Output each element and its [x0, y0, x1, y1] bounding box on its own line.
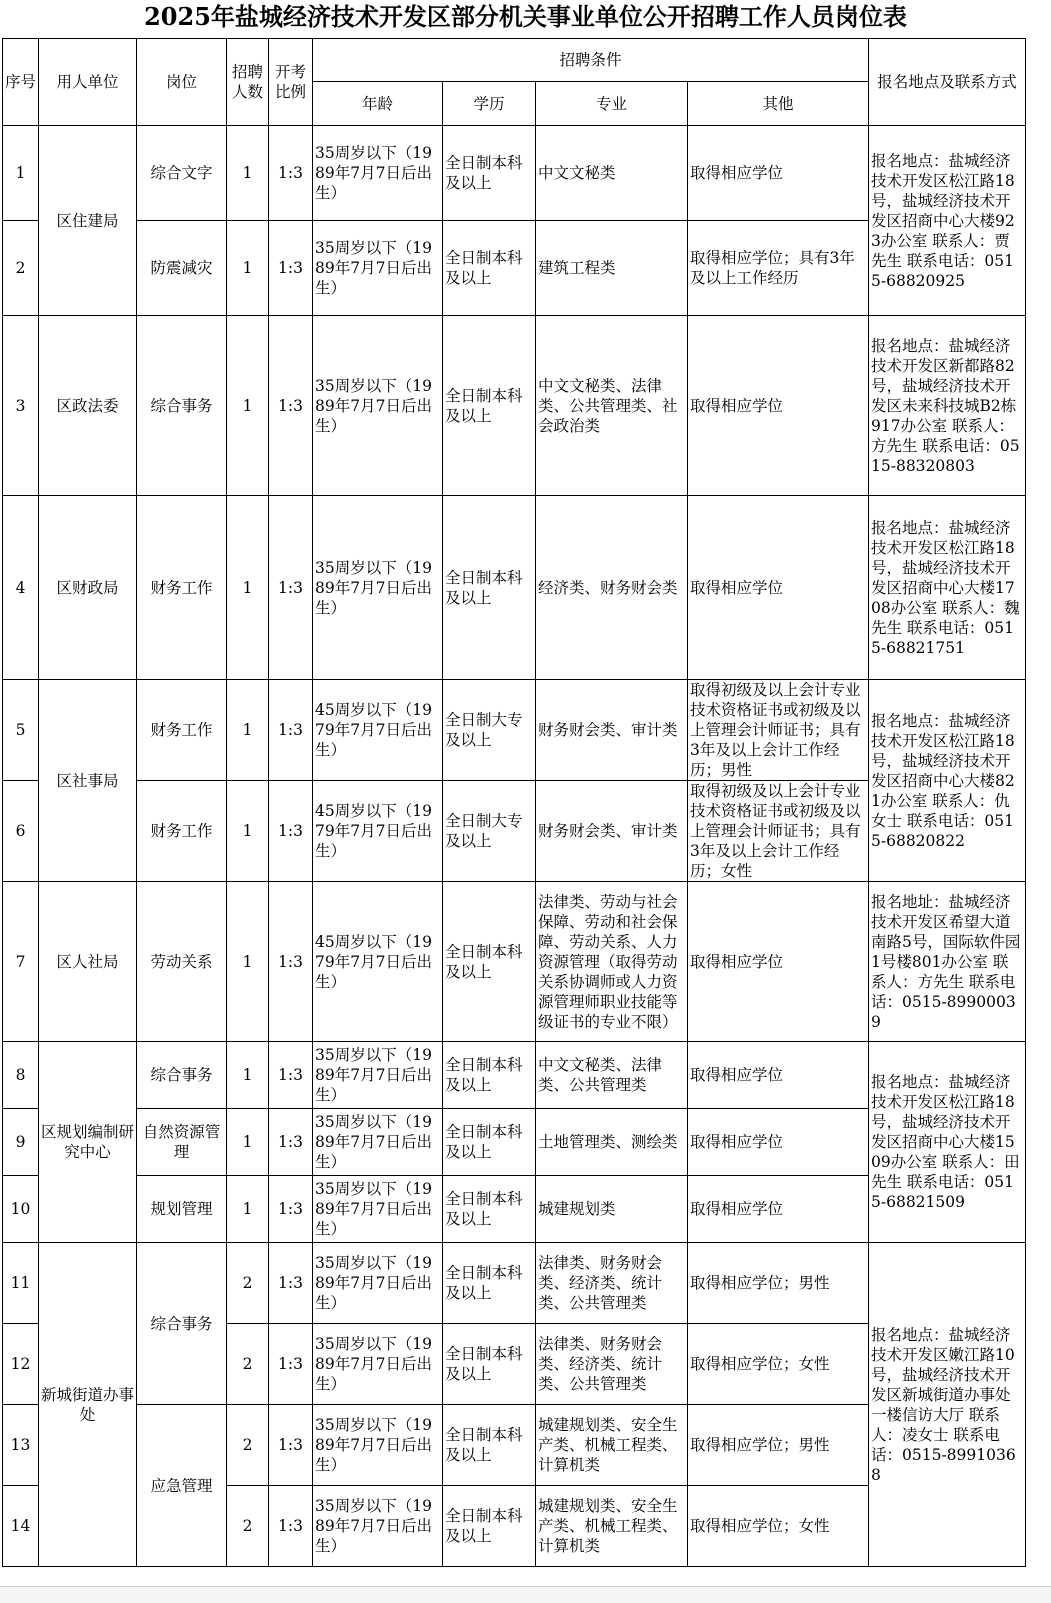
cell-age: 35周岁以下（1989年7月7日后出生）	[313, 496, 443, 680]
cell-edu: 全日制本科及以上	[443, 316, 536, 496]
cell-ratio: 1:3	[269, 1109, 313, 1176]
cell-other: 取得相应学位	[688, 1176, 869, 1243]
cell-seq: 6	[3, 781, 39, 882]
cell-count: 1	[227, 1176, 269, 1243]
cell-edu: 全日制大专及以上	[443, 680, 536, 781]
cell-edu: 全日制本科及以上	[443, 1324, 536, 1405]
cell-contact: 报名地点：盐城经济技术开发区松江路18号，盐城经济技术开发区招商中心大楼821办公室 联系人：仇女士 联系电话：0515-68820822	[869, 680, 1026, 882]
cell-other: 取得相应学位	[688, 316, 869, 496]
cell-other: 取得相应学位	[688, 1042, 869, 1109]
cell-major: 城建规划类	[536, 1176, 688, 1243]
cell-unit: 区政法委	[39, 316, 137, 496]
header-contact: 报名地点及联系方式	[869, 39, 1026, 126]
cell-post: 综合事务	[137, 316, 227, 496]
cell-major: 中文文秘类、法律类、公共管理类、社会政治类	[536, 316, 688, 496]
cell-ratio: 1:3	[269, 221, 313, 316]
cell-edu: 全日制大专及以上	[443, 781, 536, 882]
table-row	[3, 316, 1026, 496]
cell-post: 自然资源管理	[137, 1109, 227, 1176]
cell-count: 1	[227, 126, 269, 221]
cell-other: 取得初级及以上会计专业技术资格证书或初级及以上管理会计师证书；具有3年及以上会计工作经历；女性	[688, 781, 869, 882]
cell-unit: 区社事局	[39, 680, 137, 882]
cell-age: 35周岁以下（1989年7月7日后出生）	[313, 221, 443, 316]
cell-post: 劳动关系	[137, 882, 227, 1042]
cell-seq: 13	[3, 1405, 39, 1486]
cell-age: 45周岁以下（1979年7月7日后出生）	[313, 781, 443, 882]
cell-ratio: 1:3	[269, 126, 313, 221]
cell-count: 1	[227, 680, 269, 781]
cell-other: 取得相应学位	[688, 496, 869, 680]
cell-edu: 全日制本科及以上	[443, 1176, 536, 1243]
cell-contact: 报名地址：盐城经济技术开发区希望大道南路5号，国际软件园1号楼801办公室 联系人：方先生 联系电话：0515-89900039	[869, 882, 1026, 1042]
cell-ratio: 1:3	[269, 1243, 313, 1324]
cell-other: 取得相应学位；女性	[688, 1486, 869, 1567]
header-post: 岗位	[137, 39, 227, 126]
cell-seq: 8	[3, 1042, 39, 1109]
cell-seq: 7	[3, 882, 39, 1042]
cell-count: 1	[227, 1109, 269, 1176]
cell-major: 财务财会类、审计类	[536, 680, 688, 781]
cell-unit: 区财政局	[39, 496, 137, 680]
cell-age: 35周岁以下（1989年7月7日后出生）	[313, 316, 443, 496]
recruitment-table	[2, 38, 1026, 1567]
cell-other: 取得初级及以上会计专业技术资格证书或初级及以上管理会计师证书；具有3年及以上会计工作经历；男性	[688, 680, 869, 781]
cell-unit: 新城街道办事处	[39, 1243, 137, 1567]
cell-age: 35周岁以下（1989年7月7日后出生）	[313, 1042, 443, 1109]
cell-major: 城建规划类、安全生产类、机械工程类、计算机类	[536, 1486, 688, 1567]
cell-seq: 4	[3, 496, 39, 680]
cell-age: 35周岁以下（1989年7月7日后出生）	[313, 1486, 443, 1567]
page-bottom-edge	[0, 1586, 1051, 1603]
cell-seq: 5	[3, 680, 39, 781]
cell-major: 中文文秘类	[536, 126, 688, 221]
cell-ratio: 1:3	[269, 496, 313, 680]
cell-edu: 全日制本科及以上	[443, 1243, 536, 1324]
cell-other: 取得相应学位	[688, 882, 869, 1042]
cell-other: 取得相应学位；具有3年及以上工作经历	[688, 221, 869, 316]
cell-age: 35周岁以下（1989年7月7日后出生）	[313, 1176, 443, 1243]
cell-other: 取得相应学位	[688, 126, 869, 221]
table-row	[3, 1243, 1026, 1324]
cell-seq: 11	[3, 1243, 39, 1324]
cell-edu: 全日制本科及以上	[443, 1405, 536, 1486]
cell-post: 应急管理	[137, 1405, 227, 1567]
table-row	[3, 496, 1026, 680]
cell-seq: 10	[3, 1176, 39, 1243]
cell-major: 中文文秘类、法律类、公共管理类	[536, 1042, 688, 1109]
cell-count: 2	[227, 1243, 269, 1324]
cell-contact: 报名地点：盐城经济技术开发区新都路82号，盐城经济技术开发区未来科技城B2栋917办公室 联系人：方先生 联系电话：0515-88320803	[869, 316, 1026, 496]
cell-post: 综合文字	[137, 126, 227, 221]
cell-count: 1	[227, 496, 269, 680]
cell-major: 城建规划类、安全生产类、机械工程类、计算机类	[536, 1405, 688, 1486]
cell-major: 法律类、财务财会类、经济类、统计类、公共管理类	[536, 1243, 688, 1324]
header-age: 年龄	[313, 82, 443, 126]
cell-contact: 报名地点：盐城经济技术开发区松江路18号，盐城经济技术开发区招商中心大楼923办公室 联系人：贾先生 联系电话：0515-68820925	[869, 126, 1026, 316]
cell-count: 1	[227, 882, 269, 1042]
cell-major: 经济类、财务财会类	[536, 496, 688, 680]
cell-seq: 12	[3, 1324, 39, 1405]
cell-major: 法律类、劳动与社会保障、劳动和社会保障、劳动关系、人力资源管理（取得劳动关系协调师或人力资源管理师职业技能等级证书的专业不限）	[536, 882, 688, 1042]
cell-contact: 报名地点：盐城经济技术开发区松江路18号，盐城经济技术开发区招商中心大楼1708办公室 联系人：魏先生 联系电话：0515-68821751	[869, 496, 1026, 680]
cell-other: 取得相应学位	[688, 1109, 869, 1176]
cell-seq: 3	[3, 316, 39, 496]
cell-contact: 报名地点：盐城经济技术开发区嫩江路10号，盐城经济技术开发区新城街道办事处一楼信访大厅 联系人：凌女士 联系电话：0515-89910368	[869, 1243, 1026, 1567]
header-seq: 序号	[3, 39, 39, 126]
cell-edu: 全日制本科及以上	[443, 496, 536, 680]
table-row	[3, 1042, 1026, 1109]
cell-unit: 区人社局	[39, 882, 137, 1042]
cell-unit: 区住建局	[39, 126, 137, 316]
cell-ratio: 1:3	[269, 680, 313, 781]
cell-age: 35周岁以下（1989年7月7日后出生）	[313, 1324, 443, 1405]
cell-count: 1	[227, 781, 269, 882]
cell-ratio: 1:3	[269, 1042, 313, 1109]
header-edu: 学历	[443, 82, 536, 126]
cell-edu: 全日制本科及以上	[443, 1486, 536, 1567]
cell-edu: 全日制本科及以上	[443, 1042, 536, 1109]
cell-post: 综合事务	[137, 1042, 227, 1109]
cell-age: 45周岁以下（1979年7月7日后出生）	[313, 680, 443, 781]
cell-age: 35周岁以下（1989年7月7日后出生）	[313, 1243, 443, 1324]
table-row	[3, 882, 1026, 1042]
cell-seq: 2	[3, 221, 39, 316]
cell-seq: 14	[3, 1486, 39, 1567]
header-major: 专业	[536, 82, 688, 126]
cell-edu: 全日制本科及以上	[443, 1109, 536, 1176]
cell-post: 财务工作	[137, 680, 227, 781]
page-title: 2025年盐城经济技术开发区部分机关事业单位公开招聘工作人员岗位表	[144, 2, 907, 31]
cell-major: 土地管理类、测绘类	[536, 1109, 688, 1176]
cell-contact: 报名地点：盐城经济技术开发区松江路18号，盐城经济技术开发区招商中心大楼1509办公室 联系人：田先生 联系电话：0515-68821509	[869, 1042, 1026, 1243]
cell-count: 1	[227, 1042, 269, 1109]
cell-post: 财务工作	[137, 781, 227, 882]
cell-count: 1	[227, 221, 269, 316]
header-conditions: 招聘条件	[313, 39, 869, 82]
cell-major: 建筑工程类	[536, 221, 688, 316]
cell-major: 财务财会类、审计类	[536, 781, 688, 882]
cell-seq: 9	[3, 1109, 39, 1176]
cell-other: 取得相应学位；男性	[688, 1243, 869, 1324]
cell-post: 规划管理	[137, 1176, 227, 1243]
cell-ratio: 1:3	[269, 316, 313, 496]
cell-count: 2	[227, 1486, 269, 1567]
cell-edu: 全日制本科及以上	[443, 221, 536, 316]
header-count: 招聘人数	[227, 39, 269, 126]
cell-age: 35周岁以下（1989年7月7日后出生）	[313, 1405, 443, 1486]
table-row	[3, 126, 1026, 221]
cell-other: 取得相应学位；男性	[688, 1405, 869, 1486]
cell-other: 取得相应学位；女性	[688, 1324, 869, 1405]
cell-edu: 全日制本科及以上	[443, 126, 536, 221]
cell-count: 1	[227, 316, 269, 496]
table-row	[3, 680, 1026, 781]
cell-ratio: 1:3	[269, 1176, 313, 1243]
cell-seq: 1	[3, 126, 39, 221]
cell-unit: 区规划编制研究中心	[39, 1042, 137, 1243]
cell-count: 2	[227, 1324, 269, 1405]
header-other: 其他	[688, 82, 869, 126]
cell-post: 财务工作	[137, 496, 227, 680]
cell-age: 35周岁以下（1989年7月7日后出生）	[313, 1109, 443, 1176]
cell-ratio: 1:3	[269, 1405, 313, 1486]
cell-post: 防震减灾	[137, 221, 227, 316]
cell-major: 法律类、财务财会类、经济类、统计类、公共管理类	[536, 1324, 688, 1405]
cell-ratio: 1:3	[269, 781, 313, 882]
cell-ratio: 1:3	[269, 1486, 313, 1567]
cell-ratio: 1:3	[269, 1324, 313, 1405]
cell-age: 35周岁以下（1989年7月7日后出生）	[313, 126, 443, 221]
cell-edu: 全日制本科及以上	[443, 882, 536, 1042]
cell-post: 综合事务	[137, 1243, 227, 1405]
header-ratio: 开考比例	[269, 39, 313, 126]
header-unit: 用人单位	[39, 39, 137, 126]
cell-ratio: 1:3	[269, 882, 313, 1042]
cell-count: 2	[227, 1405, 269, 1486]
cell-age: 45周岁以下（1979年7月7日后出生）	[313, 882, 443, 1042]
